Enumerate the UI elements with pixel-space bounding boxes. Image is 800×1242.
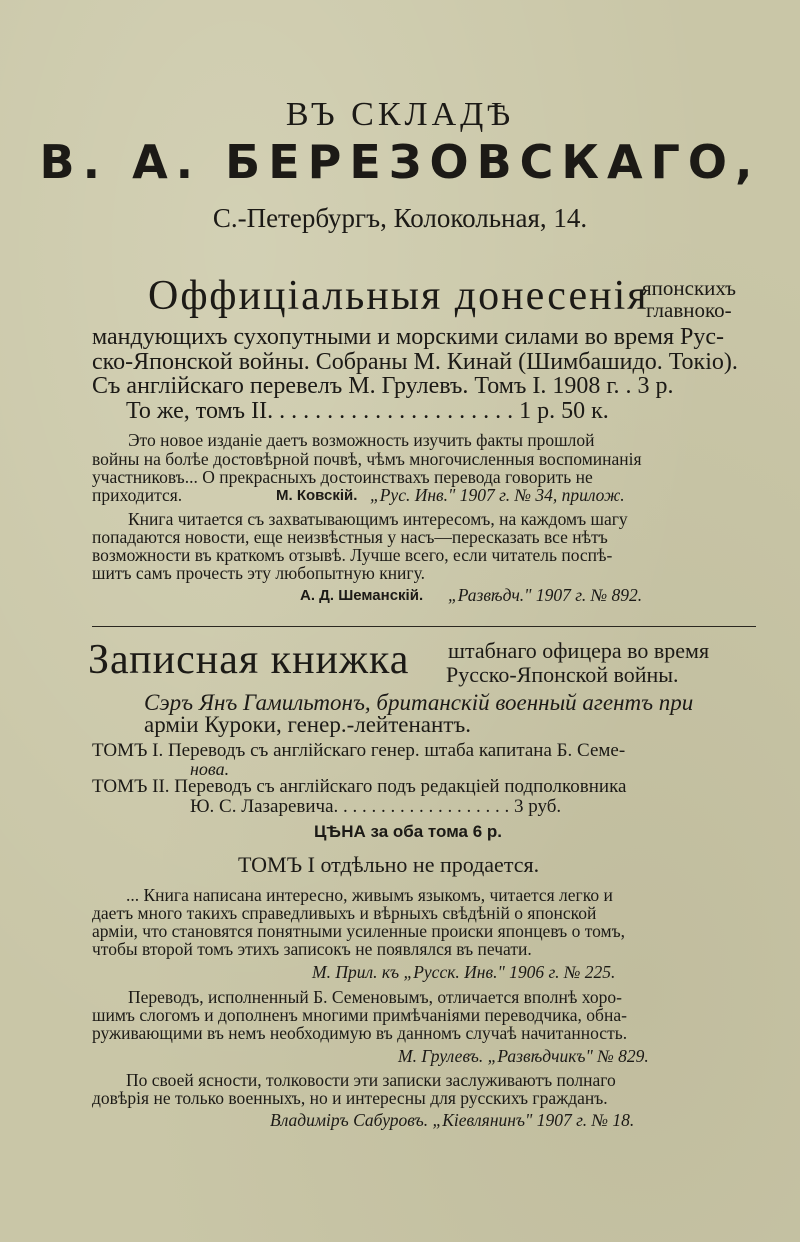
book2-title-side-2: Русско-Японской войны. bbox=[446, 662, 679, 687]
book2-title-side-1: штабнаго офицера во время bbox=[448, 638, 710, 663]
review-line: Книга читается съ захватывающимъ интересомъ, на каждомъ шагу bbox=[128, 509, 628, 529]
book2-author-line: Сэръ Янъ Гамильтонъ, британскій военный агентъ при bbox=[144, 690, 694, 715]
review-line: арміи, что становятся понятными усиленные происки японцевъ о томъ, bbox=[92, 921, 626, 941]
volume2-price-line: Ю. С. Лазаревича. . . . . . . . . . . . . . . . . . . 3 руб. bbox=[190, 796, 562, 817]
volume1-line: ТОМЪ I. Переводъ съ англійскаго генер. штаба капитана Б. Семе- bbox=[92, 740, 626, 761]
review-line: возможности въ краткомъ отзывѣ. Лучше всего, если читатель поспѣ- bbox=[92, 545, 613, 565]
volume2-line: ТОМЪ II. Переводъ съ англійскаго подъ редакціей подполковника bbox=[92, 776, 627, 797]
book1-title-side-1: японскихъ bbox=[642, 276, 736, 300]
review-author: М. Ковскій. bbox=[276, 487, 358, 504]
review-source: „Рус. Инв." 1907 г. № 34, прилож. bbox=[370, 485, 625, 505]
review-line: руживающими въ немъ необходимую въ данномъ случаѣ начитанность. bbox=[92, 1023, 628, 1043]
review-line: довѣрія не только военныхъ, но и интересны для русскихъ гражданъ. bbox=[92, 1088, 608, 1108]
store-heading: ВЪ СКЛАДѢ bbox=[285, 96, 515, 133]
review-author: А. Д. Шеманскій. bbox=[300, 587, 424, 604]
set-price: ЦѢНА за оба тома 6 р. bbox=[314, 822, 503, 841]
book1-desc-line: мандующихъ сухопутными и морскими силами во время Рус- bbox=[92, 324, 724, 350]
book1-desc-line: Съ англійскаго перевелъ М. Грулевъ. Томъ I. 1908 г. . 3 р. bbox=[92, 373, 674, 399]
review-line: попадаются новости, еще неизвѣстныя у насъ—пересказать все нѣтъ bbox=[92, 527, 608, 547]
book1-price-line: То же, томъ II. . . . . . . . . . . . . . . . . . . . . 1 р. 50 к. bbox=[126, 398, 609, 424]
review-line: чтобы второй томъ этихъ записокъ не появлялся въ печати. bbox=[92, 939, 532, 959]
book1-title-side-2: главноко- bbox=[646, 298, 732, 322]
book1-desc-line: ско-Японской войны. Собраны М. Кинай (Шимбашидо. Токіо). bbox=[92, 349, 738, 375]
review-line: ... Книга написана интересно, живымъ языкомъ, читается легко и bbox=[126, 885, 613, 905]
review-line: приходится. bbox=[92, 485, 183, 505]
section-divider bbox=[92, 626, 756, 627]
review-line: шимъ слогомъ и дополненъ многими примѣчаніями переводчика, обна- bbox=[92, 1005, 627, 1025]
publisher-address: С.-Петербургъ, Колокольная, 14. bbox=[212, 203, 588, 233]
book2-author-line: арміи Куроки, генер.-лейтенантъ. bbox=[144, 712, 471, 737]
review-line: По своей ясности, толковости эти записки заслуживаютъ полнаго bbox=[126, 1070, 616, 1090]
sale-note: ТОМЪ I отдѣльно не продается. bbox=[238, 852, 540, 877]
review-author: Владиміръ Сабуровъ. „Кіевлянинъ" 1907 г. № 18. bbox=[270, 1110, 635, 1130]
review-line: Переводъ, исполненный Б. Семеновымъ, отличается вполнѣ хоро- bbox=[128, 987, 622, 1007]
book2-title: Записная книжка bbox=[88, 637, 410, 683]
review-line: шитъ самъ прочесть эту любопытную книгу. bbox=[92, 563, 425, 583]
review-line: участниковъ... О прекрасныхъ достоинствахъ перевода говорить не bbox=[92, 467, 593, 487]
review-author: М. Прил. къ „Русск. Инв." 1906 г. № 225. bbox=[312, 962, 616, 982]
review-line: войны на болѣе достовѣрной почвѣ, чѣмъ многочисленныя воспоминанія bbox=[92, 449, 642, 469]
publisher-name: В. А. БЕРЕЗОВСКАГО, bbox=[39, 135, 761, 189]
book1-title: Оффиціальныя донесенія bbox=[148, 273, 649, 319]
review-line: Это новое изданіе даетъ возможность изучить факты прошлой bbox=[128, 430, 595, 450]
review-author: М. Грулевъ. „Развѣдчикъ" № 829. bbox=[398, 1046, 649, 1066]
review-source: „Развѣдч." 1907 г. № 892. bbox=[448, 585, 643, 605]
review-line: даетъ много такихъ справедливыхъ и вѣрныхъ свѣдѣній о японской bbox=[92, 903, 597, 923]
volume1-line: нова. bbox=[190, 759, 230, 779]
